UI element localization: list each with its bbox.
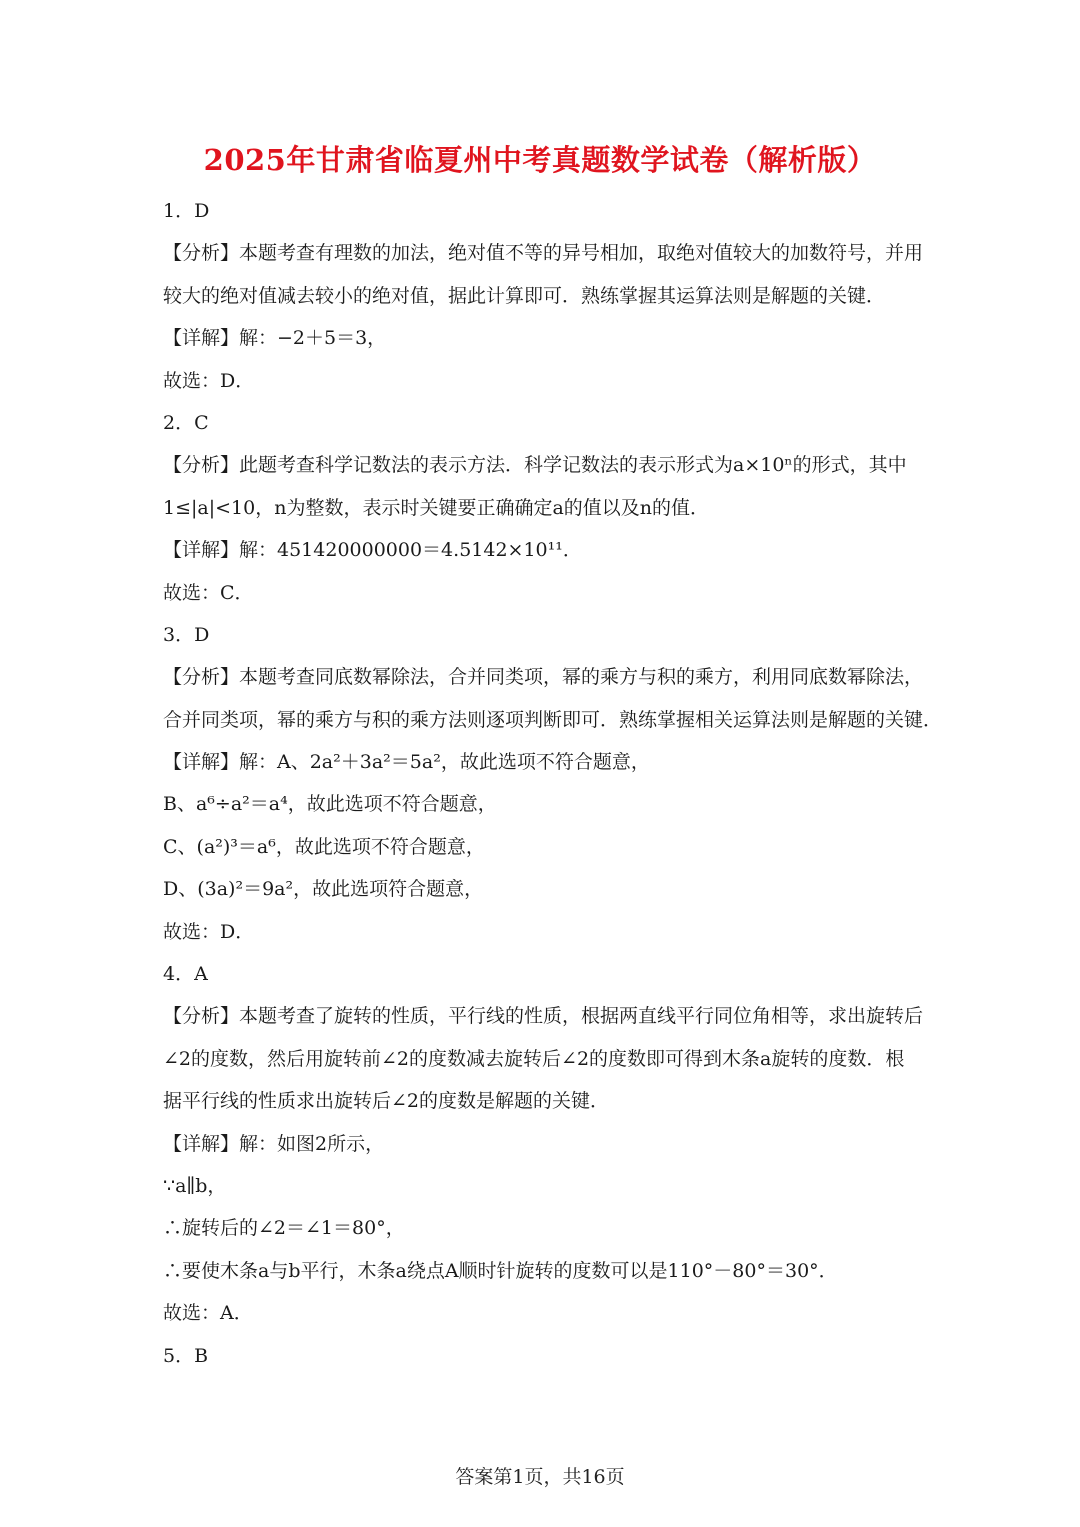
- answer-line: B、a⁶÷a²＝a⁴，故此选项不符合题意，: [163, 793, 497, 816]
- answer-line: 【详解】解：−2＋5＝3，: [163, 327, 387, 350]
- answer-line: 故选：A．: [163, 1302, 253, 1325]
- answer-line: 【分析】本题考查了旋转的性质，平行线的性质，根据两直线平行同位角相等，求出旋转后: [163, 1005, 924, 1028]
- answer-line: 【分析】此题考查科学记数法的表示方法．科学记数法的表示形式为a×10ⁿ的形式，其中: [163, 454, 907, 477]
- document-title: 2025年甘肃省临夏州中考真题数学试卷（解析版）: [203, 143, 877, 177]
- answer-line: 【详解】解：A、2a²＋3a²＝5a²，故此选项不符合题意，: [163, 751, 650, 774]
- answer-line: 【详解】解：如图2所示，: [163, 1132, 385, 1155]
- answer-line: 【详解】解：451420000000＝4.5142×10¹¹．: [163, 539, 582, 562]
- answer-line: 【分析】本题考查有理数的加法，绝对值不等的异号相加，取绝对值较大的加数符号，并用: [163, 242, 924, 265]
- answer-body: [163, 190, 943, 1377]
- answer-line: C、(a²)³＝a⁶，故此选项不符合题意，: [163, 835, 485, 858]
- answer-line: ∴要使木条a与b平行，木条a绕点A顺时针旋转的度数可以是110°－80°＝30°．: [163, 1259, 838, 1282]
- answer-line: 故选：C．: [163, 581, 254, 604]
- answer-line: ∵a∥b，: [163, 1174, 227, 1197]
- answer-line: 故选：D．: [163, 920, 255, 943]
- answer-line: 5．B: [163, 1344, 209, 1367]
- answer-line: 2．C: [163, 411, 209, 434]
- answer-line: 据平行线的性质求出旋转后∠2的度数是解题的关键．: [163, 1090, 610, 1113]
- answer-line: D、(3a)²＝9a²，故此选项符合题意，: [163, 878, 484, 901]
- answer-line: 3．D: [163, 623, 210, 646]
- answer-line: 1．D: [163, 200, 210, 222]
- answer-line: 故选：D．: [163, 369, 255, 392]
- answer-line: 较大的绝对值减去较小的绝对值，据此计算即可．熟练掌握其运算法则是解题的关键．: [163, 284, 886, 307]
- answer-line: ∴旋转后的∠2＝∠1＝80°，: [163, 1217, 405, 1240]
- page-footer: 答案第1页，共16页: [455, 1466, 625, 1488]
- answer-line: 【分析】本题考查同底数幂除法，合并同类项，幂的乘方与积的乘方，利用同底数幂除法，: [163, 666, 924, 689]
- answer-line: ∠2的度数，然后用旋转前∠2的度数减去旋转后∠2的度数即可得到木条a旋转的度数．根: [163, 1047, 905, 1070]
- answer-line: 合并同类项，幂的乘方与积的乘方法则逐项判断即可．熟练掌握相关运算法则是解题的关键．: [163, 708, 943, 731]
- answer-line: 1≤|a|<10，n为整数，表示时关键要正确确定a的值以及n的值．: [163, 496, 710, 519]
- answer-line: 4．A: [163, 963, 208, 986]
